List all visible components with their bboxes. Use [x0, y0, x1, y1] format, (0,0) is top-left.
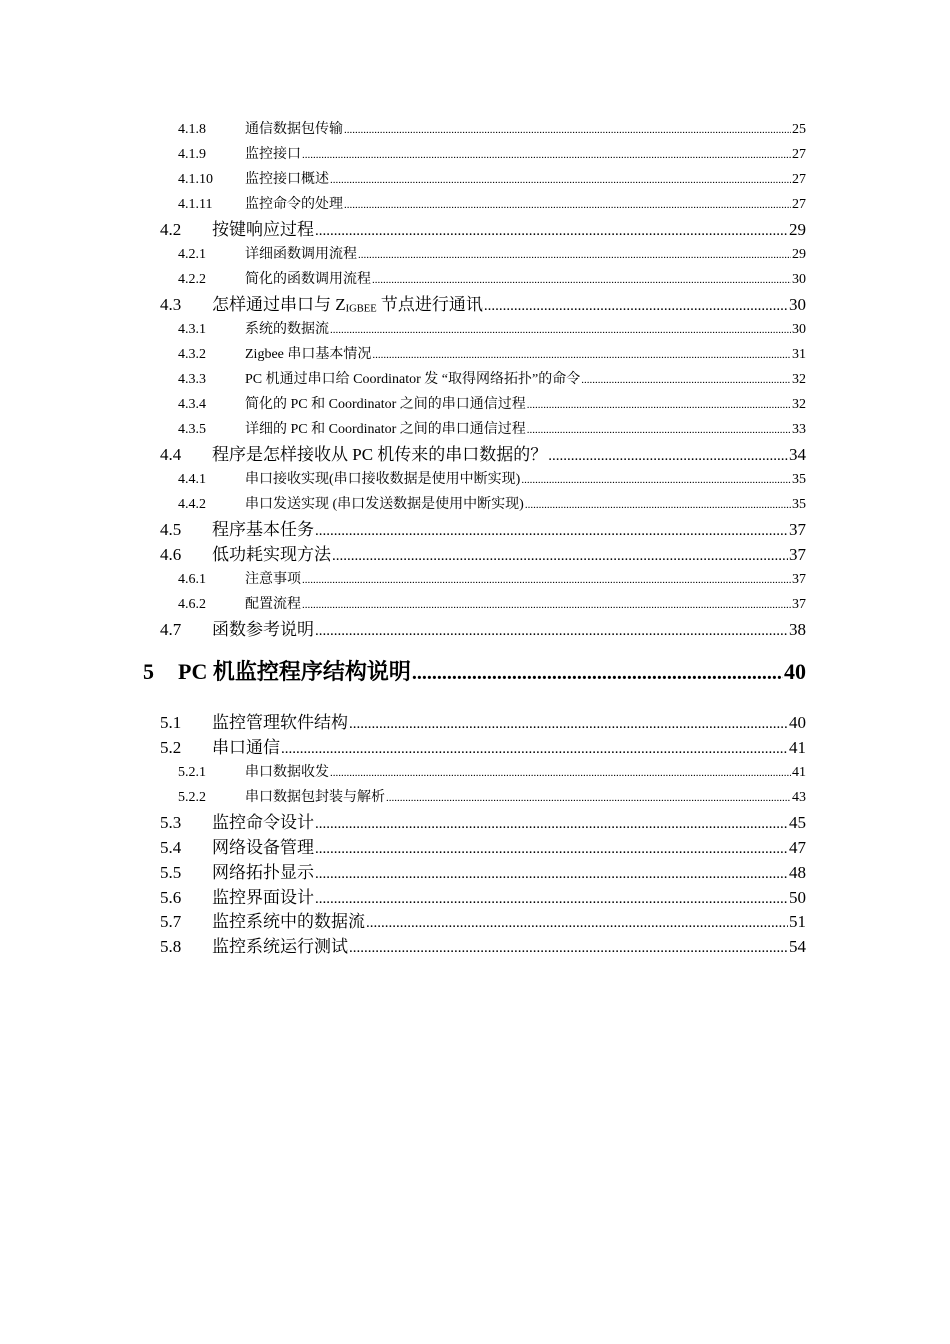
toc-entry-title: 串口数据收发 [245, 765, 329, 780]
toc-entry[interactable] [178, 343, 806, 363]
toc-entry[interactable] [160, 808, 806, 830]
toc-entry-title: 按键响应过程 [212, 220, 314, 239]
toc-entry[interactable] [160, 708, 806, 730]
toc-entry-number: 4.2.2 [178, 272, 206, 287]
toc-entry[interactable] [160, 515, 806, 537]
toc-entry-number: 5.3 [160, 813, 182, 832]
toc-entry-number: 4.3 [160, 295, 182, 314]
dot-leader [372, 349, 791, 361]
toc-entry[interactable] [160, 907, 806, 929]
toc-entry-page: 35 [792, 497, 806, 512]
toc-entry[interactable] [160, 540, 806, 562]
toc-entry-page: 40 [789, 713, 806, 732]
toc-entry-page: 29 [792, 247, 806, 262]
toc-entry-number: 4.3.5 [178, 422, 206, 437]
dot-leader [315, 891, 788, 908]
toc-entry-page: 37 [789, 545, 806, 564]
toc-entry-page: 43 [792, 790, 806, 805]
toc-entry-title: 串口发送实现 (串口发送数据是使用中断实现) [245, 497, 524, 512]
toc-entry-page: 41 [789, 738, 806, 757]
toc-entry-page: 27 [792, 147, 806, 162]
toc-entry[interactable] [178, 468, 806, 488]
toc-entry-number: 4.3.1 [178, 322, 206, 337]
toc-entry-number: 4.4 [160, 445, 182, 464]
toc-entry-number: 4.1.11 [178, 197, 213, 212]
toc-entry-title: 监控系统中的数据流 [212, 912, 365, 931]
toc-entry-page: 33 [792, 422, 806, 437]
toc-entry-number: 4.3.4 [178, 397, 206, 412]
toc-entry[interactable] [160, 883, 806, 905]
toc-entry-page: 37 [789, 520, 806, 539]
toc-entry-page: 31 [792, 347, 806, 362]
toc-entry-title: 程序基本任务 [212, 520, 314, 539]
toc-entry-title: 串口通信 [212, 738, 280, 757]
toc-entry-title: PC 机监控程序结构说明 [178, 659, 411, 684]
toc-entry[interactable] [178, 268, 806, 288]
toc-entry-title: PC 机通过串口给 Coordinator 发 “取得网络拓扑”的命令 [245, 372, 581, 387]
toc-entry[interactable] [178, 168, 806, 188]
dot-leader [548, 448, 788, 465]
toc-entry[interactable] [160, 833, 806, 855]
toc-entry-title [212, 290, 483, 315]
dot-leader [330, 767, 791, 779]
toc-entry-title: Zigbee 串口基本情况 [245, 347, 372, 362]
dot-leader [281, 741, 788, 758]
title-part: 节点进行通讯 [376, 295, 483, 314]
dot-leader [366, 915, 788, 932]
toc-entry-title: 监控接口概述 [245, 172, 329, 187]
toc-entry-number: 5.5 [160, 863, 182, 882]
toc-entry[interactable] [178, 368, 806, 388]
toc-entry[interactable] [178, 593, 806, 613]
toc-entry[interactable] [178, 786, 806, 806]
dot-leader [521, 474, 791, 486]
toc-entry-page: 47 [789, 838, 806, 857]
toc-entry[interactable] [160, 858, 806, 880]
toc-entry[interactable] [160, 290, 806, 315]
toc-entry-number: 4.5 [160, 520, 182, 539]
toc-entry-number: 4.2.1 [178, 247, 206, 262]
title-small-caps: IGBEE [345, 303, 377, 315]
toc-chapter-entry[interactable] [143, 655, 806, 683]
dot-leader [349, 716, 788, 733]
dot-leader [358, 249, 791, 261]
toc-entry-number: 4.2 [160, 220, 182, 239]
toc-entry-number: 4.6.1 [178, 572, 206, 587]
toc-entry-title: 简化的 PC 和 Coordinator 之间的串口通信过程 [245, 397, 526, 412]
toc-entry[interactable] [160, 215, 806, 237]
dot-leader [330, 174, 791, 186]
toc-entry[interactable] [178, 193, 806, 213]
toc-entry-number: 5.1 [160, 713, 182, 732]
toc-entry-page: 35 [792, 472, 806, 487]
toc-entry-title: 监控命令设计 [212, 813, 314, 832]
toc-entry-number: 4.1.9 [178, 147, 206, 162]
dot-leader [372, 274, 791, 286]
toc-entry-title: 系统的数据流 [245, 322, 329, 337]
toc-entry[interactable] [178, 243, 806, 263]
toc-entry-number: 5.4 [160, 838, 182, 857]
toc-entry-page: 54 [789, 937, 806, 956]
title-part: 怎样通过串口与 Z [212, 295, 346, 314]
toc-entry[interactable] [178, 568, 806, 588]
dot-leader [349, 940, 788, 957]
toc-entry[interactable] [160, 733, 806, 755]
dot-leader [315, 866, 788, 883]
dot-leader [527, 424, 791, 436]
toc-entry-page: 40 [784, 659, 806, 684]
toc-entry-title: 网络设备管理 [212, 838, 314, 857]
toc-entry-page: 37 [792, 572, 806, 587]
toc-entry-number: 5.8 [160, 937, 182, 956]
toc-entry-page: 34 [789, 445, 806, 464]
dot-leader [315, 623, 788, 640]
toc-entry-title: 监控系统运行测试 [212, 937, 348, 956]
toc-entry-number: 5.2.1 [178, 765, 206, 780]
dot-leader [315, 816, 788, 833]
dot-leader [315, 523, 788, 540]
toc-entry-number: 5.7 [160, 912, 182, 931]
toc-entry-title: 低功耗实现方法 [212, 545, 331, 564]
toc-entry-page: 37 [792, 597, 806, 612]
toc-entry-number: 4.4.2 [178, 497, 206, 512]
toc-entry[interactable] [160, 440, 806, 462]
toc-entry-page: 30 [789, 295, 806, 314]
toc-entry-page: 30 [792, 272, 806, 287]
dot-leader [412, 662, 783, 685]
toc-entry-number: 5.2 [160, 738, 182, 757]
toc-entry-number: 4.1.8 [178, 122, 206, 137]
dot-leader [581, 374, 791, 386]
toc-entry-page: 48 [789, 863, 806, 882]
toc-entry-title: 监控管理软件结构 [212, 713, 348, 732]
toc-entry[interactable] [178, 493, 806, 513]
toc-entry[interactable] [178, 418, 806, 438]
toc-entry-page: 29 [789, 220, 806, 239]
toc-entry-page: 25 [792, 122, 806, 137]
dot-leader [344, 124, 791, 136]
toc-entry-number: 5.2.2 [178, 790, 206, 805]
toc-entry[interactable] [178, 143, 806, 163]
toc-entry-number: 4.6 [160, 545, 182, 564]
toc-entry-page: 38 [789, 620, 806, 639]
toc-entry-title: 监控接口 [245, 147, 301, 162]
toc-entry-number: 4.1.10 [178, 172, 213, 187]
toc-entry-page: 41 [792, 765, 806, 780]
dot-leader [302, 149, 791, 161]
toc-entry[interactable] [160, 615, 806, 637]
toc-entry[interactable] [178, 118, 806, 138]
toc-entry-title: 配置流程 [245, 597, 301, 612]
toc-entry-title: 串口接收实现(串口接收数据是使用中断实现) [245, 472, 521, 487]
toc-entry-page: 27 [792, 172, 806, 187]
toc-entry-title: 网络拓扑显示 [212, 863, 314, 882]
dot-leader [344, 199, 791, 211]
dot-leader [525, 499, 791, 511]
toc-entry-page: 50 [789, 888, 806, 907]
toc-entry[interactable] [178, 761, 806, 781]
toc-entry-number: 4.3.3 [178, 372, 206, 387]
toc-entry-title: 函数参考说明 [212, 620, 314, 639]
toc-entry-page: 27 [792, 197, 806, 212]
toc-entry-title: 串口数据包封装与解析 [245, 790, 385, 805]
toc-entry-title: 监控界面设计 [212, 888, 314, 907]
toc-entry[interactable] [178, 393, 806, 413]
toc-entry-title: 简化的函数调用流程 [245, 272, 371, 287]
dot-leader [315, 223, 788, 240]
dot-leader [315, 841, 788, 858]
toc-entry-number: 4.7 [160, 620, 182, 639]
toc-entry-page: 30 [792, 322, 806, 337]
dot-leader [332, 548, 788, 565]
toc-entry-page: 51 [789, 912, 806, 931]
toc-entry-number: 4.4.1 [178, 472, 206, 487]
toc-entry-number: 4.3.2 [178, 347, 206, 362]
dot-leader [330, 324, 791, 336]
toc-entry-number: 4.6.2 [178, 597, 206, 612]
dot-leader [302, 574, 791, 586]
toc-entry-title: 详细函数调用流程 [245, 247, 357, 262]
toc-entry-number: 5.6 [160, 888, 182, 907]
toc-entry-title: 通信数据包传输 [245, 122, 343, 137]
dot-leader [484, 298, 788, 315]
toc-entry[interactable] [178, 318, 806, 338]
toc-entry-title: 程序是怎样接收从 PC 机传来的串口数据的？ [212, 445, 548, 464]
toc-entry-page: 45 [789, 813, 806, 832]
dot-leader [527, 399, 791, 411]
toc-entry-title: 注意事项 [245, 572, 301, 587]
toc-entry-number: 5 [143, 659, 154, 684]
toc-entry-page: 32 [792, 372, 806, 387]
dot-leader [302, 599, 791, 611]
toc-entry-title: 详细的 PC 和 Coordinator 之间的串口通信过程 [245, 422, 526, 437]
dot-leader [386, 792, 791, 804]
toc-entry-page: 32 [792, 397, 806, 412]
toc-entry[interactable] [160, 932, 806, 954]
toc-entry-title: 监控命令的处理 [245, 197, 343, 212]
